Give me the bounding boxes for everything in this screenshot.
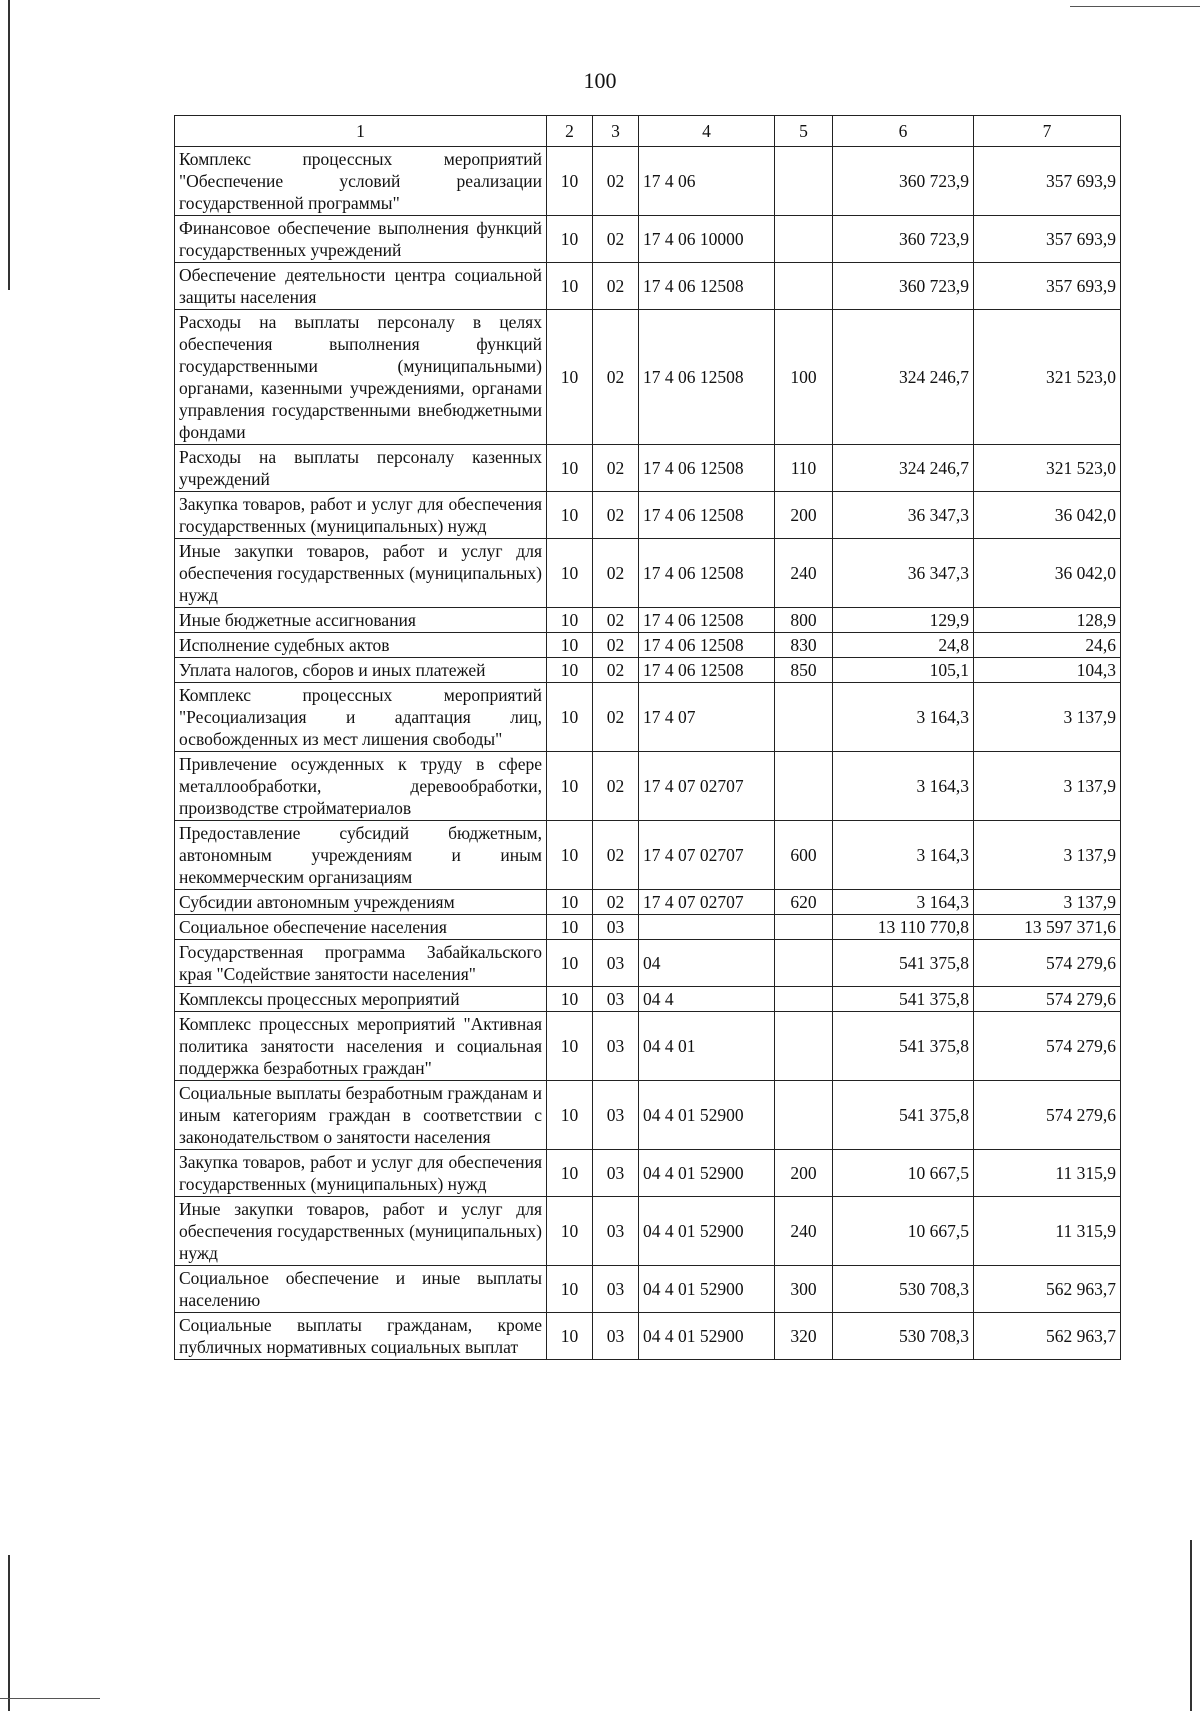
row-target-article-code: 17 4 06 12508 bbox=[639, 492, 775, 539]
row-subsection-code: 03 bbox=[593, 1150, 639, 1197]
row-target-article-code: 17 4 06 12508 bbox=[639, 633, 775, 658]
row-section-code: 10 bbox=[547, 821, 593, 890]
row-amount-col-7: 3 137,9 bbox=[974, 821, 1121, 890]
row-expense-type-code: 600 bbox=[775, 821, 833, 890]
row-amount-col-6: 360 723,9 bbox=[833, 263, 974, 310]
row-expense-type-code: 830 bbox=[775, 633, 833, 658]
row-section-code: 10 bbox=[547, 492, 593, 539]
row-amount-col-6: 3 164,3 bbox=[833, 890, 974, 915]
row-target-article-code: 04 4 01 52900 bbox=[639, 1150, 775, 1197]
row-section-code: 10 bbox=[547, 633, 593, 658]
row-expense-type-code: 800 bbox=[775, 608, 833, 633]
page-number: 100 bbox=[583, 68, 617, 93]
table-row bbox=[175, 539, 1121, 608]
row-expense-type-code bbox=[775, 915, 833, 940]
table-row bbox=[175, 147, 1121, 216]
row-name: Закупка товаров, работ и услуг для обеспечения государственных (муниципальных) нужд bbox=[175, 1150, 547, 1197]
row-amount-col-7: 36 042,0 bbox=[974, 492, 1121, 539]
row-amount-col-6: 24,8 bbox=[833, 633, 974, 658]
row-name: Предоставление субсидий бюджетным, автономным учреждениям и иным некоммерческим организациям bbox=[175, 821, 547, 890]
table-row bbox=[175, 683, 1121, 752]
row-amount-col-7: 574 279,6 bbox=[974, 987, 1121, 1012]
row-section-code: 10 bbox=[547, 310, 593, 445]
table-row bbox=[175, 445, 1121, 492]
row-subsection-code: 02 bbox=[593, 752, 639, 821]
row-subsection-code: 02 bbox=[593, 263, 639, 310]
row-target-article-code: 04 4 01 52900 bbox=[639, 1081, 775, 1150]
row-amount-col-7: 562 963,7 bbox=[974, 1266, 1121, 1313]
row-name: Государственная программа Забайкальского края "Содействие занятости населения" bbox=[175, 940, 547, 987]
row-subsection-code: 03 bbox=[593, 987, 639, 1012]
row-name: Комплекс процессных мероприятий "Активная политика занятости населения и социальная поддержка безработных граждан" bbox=[175, 1012, 547, 1081]
header-col-7: 7 bbox=[974, 116, 1121, 147]
row-subsection-code: 02 bbox=[593, 539, 639, 608]
row-amount-col-6: 129,9 bbox=[833, 608, 974, 633]
row-expense-type-code: 100 bbox=[775, 310, 833, 445]
row-expense-type-code bbox=[775, 683, 833, 752]
table-row bbox=[175, 1197, 1121, 1266]
header-col-1: 1 bbox=[175, 116, 547, 147]
budget-table bbox=[174, 115, 1121, 1360]
row-subsection-code: 02 bbox=[593, 821, 639, 890]
row-amount-col-6: 324 246,7 bbox=[833, 310, 974, 445]
row-name: Комплексы процессных мероприятий bbox=[175, 987, 547, 1012]
row-name: Иные закупки товаров, работ и услуг для обеспечения государственных (муниципальных) нужд bbox=[175, 1197, 547, 1266]
row-name: Расходы на выплаты персоналу в целях обеспечения выполнения функций государственными (муниципальными) органами, казенными учреждениями, органами управления государственными внебюджетными фондами bbox=[175, 310, 547, 445]
header-col-3: 3 bbox=[593, 116, 639, 147]
table-row bbox=[175, 752, 1121, 821]
row-target-article-code: 04 4 01 52900 bbox=[639, 1266, 775, 1313]
header-row bbox=[175, 116, 1121, 147]
row-subsection-code: 02 bbox=[593, 147, 639, 216]
row-expense-type-code bbox=[775, 263, 833, 310]
row-target-article-code: 04 bbox=[639, 940, 775, 987]
row-expense-type-code: 300 bbox=[775, 1266, 833, 1313]
row-subsection-code: 02 bbox=[593, 216, 639, 263]
row-name: Обеспечение деятельности центра социальной защиты населения bbox=[175, 263, 547, 310]
scan-edge-top bbox=[1070, 6, 1200, 7]
row-amount-col-6: 13 110 770,8 bbox=[833, 915, 974, 940]
row-amount-col-7: 11 315,9 bbox=[974, 1197, 1121, 1266]
row-subsection-code: 02 bbox=[593, 633, 639, 658]
row-target-article-code: 04 4 01 bbox=[639, 1012, 775, 1081]
row-target-article-code: 17 4 07 02707 bbox=[639, 752, 775, 821]
table-row bbox=[175, 216, 1121, 263]
row-section-code: 10 bbox=[547, 915, 593, 940]
row-name: Субсидии автономным учреждениям bbox=[175, 890, 547, 915]
row-expense-type-code bbox=[775, 216, 833, 263]
row-target-article-code: 17 4 06 10000 bbox=[639, 216, 775, 263]
row-amount-col-6: 36 347,3 bbox=[833, 492, 974, 539]
scan-edge-left-bottom bbox=[8, 1555, 10, 1711]
row-section-code: 10 bbox=[547, 940, 593, 987]
row-amount-col-6: 541 375,8 bbox=[833, 1081, 974, 1150]
row-expense-type-code bbox=[775, 987, 833, 1012]
table-header bbox=[175, 116, 1121, 147]
row-subsection-code: 02 bbox=[593, 608, 639, 633]
row-amount-col-7: 24,6 bbox=[974, 633, 1121, 658]
row-target-article-code: 04 4 01 52900 bbox=[639, 1313, 775, 1360]
row-amount-col-6: 36 347,3 bbox=[833, 539, 974, 608]
row-section-code: 10 bbox=[547, 1197, 593, 1266]
row-amount-col-6: 541 375,8 bbox=[833, 987, 974, 1012]
row-subsection-code: 02 bbox=[593, 310, 639, 445]
row-section-code: 10 bbox=[547, 216, 593, 263]
row-expense-type-code: 240 bbox=[775, 539, 833, 608]
row-target-article-code: 04 4 bbox=[639, 987, 775, 1012]
row-target-article-code: 17 4 06 12508 bbox=[639, 539, 775, 608]
row-amount-col-7: 574 279,6 bbox=[974, 1012, 1121, 1081]
row-section-code: 10 bbox=[547, 658, 593, 683]
table-row bbox=[175, 821, 1121, 890]
row-target-article-code: 17 4 07 bbox=[639, 683, 775, 752]
row-expense-type-code bbox=[775, 752, 833, 821]
table-row bbox=[175, 940, 1121, 987]
row-name: Социальное обеспечение населения bbox=[175, 915, 547, 940]
row-expense-type-code: 850 bbox=[775, 658, 833, 683]
row-subsection-code: 03 bbox=[593, 1313, 639, 1360]
row-expense-type-code bbox=[775, 1012, 833, 1081]
table-row bbox=[175, 658, 1121, 683]
row-section-code: 10 bbox=[547, 683, 593, 752]
row-name: Финансовое обеспечение выполнения функций государственных учреждений bbox=[175, 216, 547, 263]
row-section-code: 10 bbox=[547, 1266, 593, 1313]
row-name: Исполнение судебных актов bbox=[175, 633, 547, 658]
row-subsection-code: 03 bbox=[593, 940, 639, 987]
row-name: Расходы на выплаты персоналу казенных учреждений bbox=[175, 445, 547, 492]
row-target-article-code: 17 4 07 02707 bbox=[639, 890, 775, 915]
row-amount-col-6: 10 667,5 bbox=[833, 1197, 974, 1266]
row-name: Социальные выплаты гражданам, кроме публичных нормативных социальных выплат bbox=[175, 1313, 547, 1360]
row-section-code: 10 bbox=[547, 1150, 593, 1197]
row-subsection-code: 02 bbox=[593, 492, 639, 539]
scan-edge-left bbox=[8, 0, 10, 290]
row-name: Комплекс процессных мероприятий "Обеспечение условий реализации государственной программы" bbox=[175, 147, 547, 216]
row-subsection-code: 02 bbox=[593, 445, 639, 492]
scan-edge-bottom bbox=[0, 1698, 100, 1699]
row-amount-col-6: 530 708,3 bbox=[833, 1266, 974, 1313]
row-amount-col-6: 3 164,3 bbox=[833, 821, 974, 890]
row-section-code: 10 bbox=[547, 263, 593, 310]
table-row bbox=[175, 633, 1121, 658]
row-amount-col-7: 13 597 371,6 bbox=[974, 915, 1121, 940]
table-row bbox=[175, 1081, 1121, 1150]
row-subsection-code: 03 bbox=[593, 1266, 639, 1313]
row-target-article-code: 17 4 06 12508 bbox=[639, 445, 775, 492]
row-section-code: 10 bbox=[547, 445, 593, 492]
row-amount-col-6: 105,1 bbox=[833, 658, 974, 683]
row-amount-col-6: 10 667,5 bbox=[833, 1150, 974, 1197]
row-amount-col-6: 541 375,8 bbox=[833, 1012, 974, 1081]
row-name: Уплата налогов, сборов и иных платежей bbox=[175, 658, 547, 683]
row-target-article-code: 17 4 07 02707 bbox=[639, 821, 775, 890]
row-subsection-code: 02 bbox=[593, 683, 639, 752]
row-amount-col-6: 360 723,9 bbox=[833, 216, 974, 263]
row-amount-col-6: 3 164,3 bbox=[833, 683, 974, 752]
row-target-article-code: 04 4 01 52900 bbox=[639, 1197, 775, 1266]
table-row bbox=[175, 1012, 1121, 1081]
table-row bbox=[175, 1266, 1121, 1313]
row-section-code: 10 bbox=[547, 1081, 593, 1150]
row-name: Социальное обеспечение и иные выплаты населению bbox=[175, 1266, 547, 1313]
row-amount-col-7: 357 693,9 bbox=[974, 216, 1121, 263]
row-amount-col-6: 360 723,9 bbox=[833, 147, 974, 216]
row-subsection-code: 03 bbox=[593, 1012, 639, 1081]
table-row bbox=[175, 987, 1121, 1012]
row-section-code: 10 bbox=[547, 987, 593, 1012]
table-row bbox=[175, 890, 1121, 915]
row-amount-col-7: 3 137,9 bbox=[974, 683, 1121, 752]
table-row bbox=[175, 608, 1121, 633]
row-expense-type-code: 200 bbox=[775, 1150, 833, 1197]
row-amount-col-7: 574 279,6 bbox=[974, 940, 1121, 987]
row-section-code: 10 bbox=[547, 890, 593, 915]
table-row bbox=[175, 492, 1121, 539]
row-target-article-code: 17 4 06 bbox=[639, 147, 775, 216]
row-name: Иные бюджетные ассигнования bbox=[175, 608, 547, 633]
row-amount-col-6: 324 246,7 bbox=[833, 445, 974, 492]
row-subsection-code: 02 bbox=[593, 890, 639, 915]
row-target-article-code: 17 4 06 12508 bbox=[639, 608, 775, 633]
row-expense-type-code: 620 bbox=[775, 890, 833, 915]
row-amount-col-6: 530 708,3 bbox=[833, 1313, 974, 1360]
row-section-code: 10 bbox=[547, 752, 593, 821]
row-expense-type-code: 200 bbox=[775, 492, 833, 539]
row-name: Привлечение осужденных к труду в сфере металлообработки, деревообработки, производстве стройматериалов bbox=[175, 752, 547, 821]
row-amount-col-7: 36 042,0 bbox=[974, 539, 1121, 608]
table-body bbox=[175, 147, 1121, 1360]
row-amount-col-6: 3 164,3 bbox=[833, 752, 974, 821]
row-amount-col-7: 562 963,7 bbox=[974, 1313, 1121, 1360]
table-row bbox=[175, 263, 1121, 310]
row-target-article-code: 17 4 06 12508 bbox=[639, 263, 775, 310]
row-expense-type-code bbox=[775, 1081, 833, 1150]
row-name: Комплекс процессных мероприятий "Ресоциализация и адаптация лиц, освобожденных из мест лишения свободы" bbox=[175, 683, 547, 752]
row-amount-col-7: 321 523,0 bbox=[974, 445, 1121, 492]
row-target-article-code: 17 4 06 12508 bbox=[639, 658, 775, 683]
row-target-article-code: 17 4 06 12508 bbox=[639, 310, 775, 445]
row-amount-col-7: 3 137,9 bbox=[974, 752, 1121, 821]
header-col-5: 5 bbox=[775, 116, 833, 147]
row-section-code: 10 bbox=[547, 1012, 593, 1081]
row-expense-type-code: 110 bbox=[775, 445, 833, 492]
table-row bbox=[175, 1313, 1121, 1360]
row-amount-col-7: 321 523,0 bbox=[974, 310, 1121, 445]
row-name: Социальные выплаты безработным гражданам и иным категориям граждан в соответствии с законодательством о занятости населения bbox=[175, 1081, 547, 1150]
row-amount-col-7: 128,9 bbox=[974, 608, 1121, 633]
row-section-code: 10 bbox=[547, 539, 593, 608]
row-amount-col-7: 104,3 bbox=[974, 658, 1121, 683]
table-row bbox=[175, 310, 1121, 445]
row-expense-type-code: 240 bbox=[775, 1197, 833, 1266]
row-expense-type-code: 320 bbox=[775, 1313, 833, 1360]
row-section-code: 10 bbox=[547, 1313, 593, 1360]
table-row bbox=[175, 1150, 1121, 1197]
row-amount-col-7: 11 315,9 bbox=[974, 1150, 1121, 1197]
row-name: Иные закупки товаров, работ и услуг для обеспечения государственных (муниципальных) нужд bbox=[175, 539, 547, 608]
row-expense-type-code bbox=[775, 940, 833, 987]
scan-edge-right bbox=[1190, 1540, 1192, 1711]
table-row bbox=[175, 915, 1121, 940]
row-target-article-code bbox=[639, 915, 775, 940]
row-amount-col-7: 3 137,9 bbox=[974, 890, 1121, 915]
row-name: Закупка товаров, работ и услуг для обеспечения государственных (муниципальных) нужд bbox=[175, 492, 547, 539]
row-amount-col-7: 357 693,9 bbox=[974, 147, 1121, 216]
row-section-code: 10 bbox=[547, 147, 593, 216]
row-subsection-code: 02 bbox=[593, 658, 639, 683]
header-col-4: 4 bbox=[639, 116, 775, 147]
row-amount-col-7: 357 693,9 bbox=[974, 263, 1121, 310]
header-col-6: 6 bbox=[833, 116, 974, 147]
row-expense-type-code bbox=[775, 147, 833, 216]
row-amount-col-7: 574 279,6 bbox=[974, 1081, 1121, 1150]
row-subsection-code: 03 bbox=[593, 915, 639, 940]
row-subsection-code: 03 bbox=[593, 1197, 639, 1266]
row-section-code: 10 bbox=[547, 608, 593, 633]
header-col-2: 2 bbox=[547, 116, 593, 147]
row-subsection-code: 03 bbox=[593, 1081, 639, 1150]
row-amount-col-6: 541 375,8 bbox=[833, 940, 974, 987]
